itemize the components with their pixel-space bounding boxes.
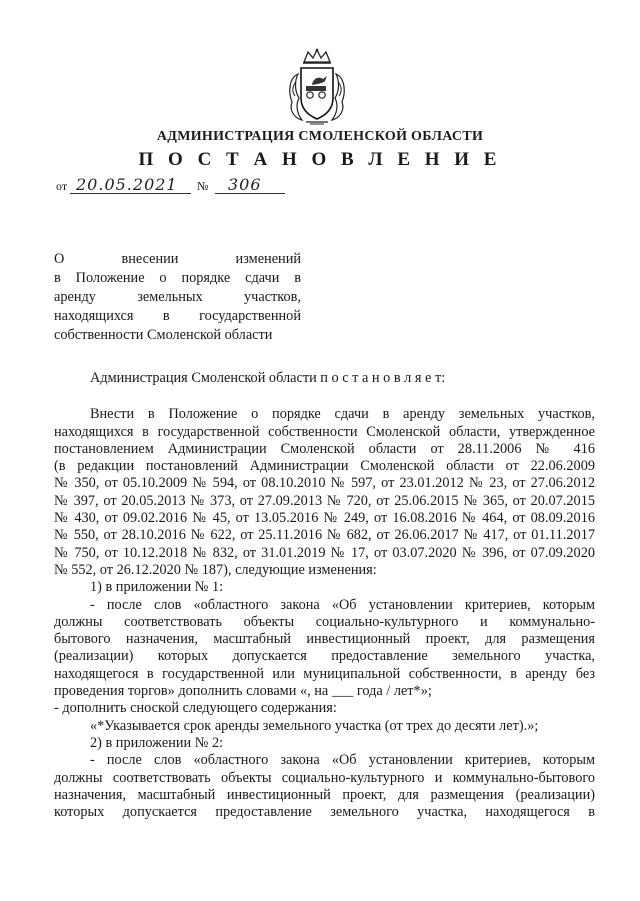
body-line: «*Указывается срок аренды земельного участка (от трех до десяти лет).»;	[90, 717, 539, 734]
body-line: Внести в Положение о порядке сдачи в аренду земельных участков,	[90, 406, 595, 423]
body-line: № 397, от 20.05.2013 № 373, от 27.09.2013 № 720, от 25.06.2015 № 365, от 20.07.2015	[54, 492, 595, 509]
subject-line: в Положение о порядке сдачи в	[54, 270, 301, 286]
subject-line: аренду земельных участков,	[54, 289, 301, 305]
date-value: 20.05.2021	[76, 175, 178, 194]
document-body	[54, 370, 595, 821]
subject-line: О внесении изменений	[54, 251, 301, 267]
body-line: должны соответствовать объекты социально-культурного и коммунально-бытового	[54, 769, 595, 786]
date-number-line	[56, 176, 356, 198]
body-line: 1) в приложении № 1:	[90, 579, 224, 596]
organization-title: АДМИНИСТРАЦИЯ СМОЛЕНСКОЙ ОБЛАСТИ	[156, 129, 484, 144]
body-line: 2) в приложении № 2:	[90, 734, 224, 751]
document-type-title: П О С Т А Н О В Л Е Н И Е	[138, 149, 502, 170]
body-line: - после слов «областного закона «Об установлении критериев, которым	[90, 596, 595, 613]
body-line: находящихся в государственной собственности Смоленской области, утвержденное	[54, 423, 595, 440]
body-line: - после слов «областного закона «Об установлении критериев, которым	[90, 752, 595, 769]
body-line: № 552, от 26.12.2020 № 187), следующие изменения:	[54, 561, 377, 578]
spacer	[54, 387, 595, 406]
intro-line	[54, 370, 595, 387]
body-line: должны соответствовать объекты социально-культурного и коммунально-	[54, 613, 595, 630]
number-value: 306	[228, 175, 262, 194]
body-line: № 350, от 05.10.2009 № 594, от 08.10.2010 № 597, от 23.01.2012 № 23, от 27.06.2012	[54, 475, 595, 492]
body-line: бытового назначения, масштабный инвестиционный проект, для размещения	[54, 631, 595, 648]
number-label: №	[197, 179, 209, 193]
date-label: от	[56, 179, 68, 193]
body-line: находящегося в государственной или муниципальной собственности, в аренду без	[54, 665, 595, 682]
body-line: проведения торгов» дополнить словами «, на ___ года / лет*»;	[54, 683, 432, 700]
body-line: (реализации) которых допускается предоставление земельного участка,	[54, 648, 595, 665]
body-line: № 430, от 09.02.2016 № 45, от 13.05.2016 № 249, от 16.08.2016 № 464, от 08.09.2016	[54, 510, 595, 527]
subject-block	[54, 250, 301, 345]
body-line: (в редакции постановлений Администрации Смоленской области от 22.06.2009	[54, 458, 595, 475]
body-line: № 550, от 28.10.2016 № 622, от 25.11.2016 № 682, от 26.06.2017 № 417, от 01.11.2017	[54, 527, 595, 544]
subject-line: собственности Смоленской области	[54, 327, 273, 343]
subject-line: находящихся в государственной	[54, 308, 301, 324]
body-line: № 750, от 10.12.2018 № 832, от 31.01.2019 № 17, от 03.07.2020 № 396, от 07.09.2020	[54, 544, 595, 561]
coat-of-arms-emblem	[286, 48, 348, 126]
body-line: которых допускается предоставление земельного участка, находящегося в	[54, 804, 595, 821]
body-line: постановлением Администрации Смоленской области от 28.11.2006 № 416	[54, 440, 595, 457]
body-line: назначения, масштабный инвестиционный проект, для размещения (реализации)	[54, 786, 595, 803]
intro-prefix: Администрация Смоленской области	[90, 370, 321, 386]
intro-decree: п о с т а н о в л я е т:	[320, 370, 446, 386]
body-line: - дополнить сноской следующего содержания:	[54, 700, 337, 717]
